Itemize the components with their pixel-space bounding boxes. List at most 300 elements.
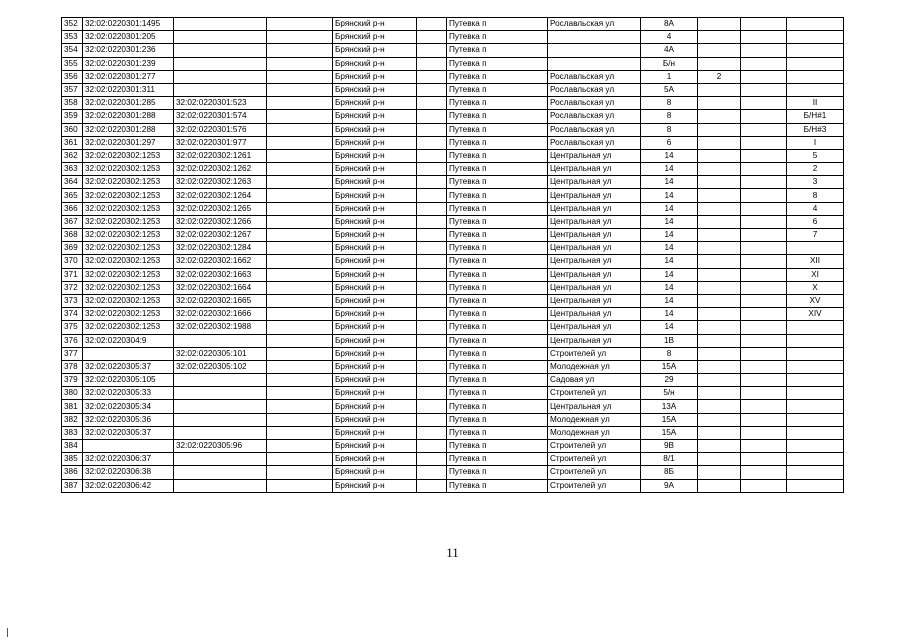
street-cell: Молодежная ул (548, 360, 641, 373)
empty-cell (267, 229, 333, 242)
empty-cell (417, 202, 447, 215)
table-row (62, 294, 844, 307)
empty-cell (417, 70, 447, 83)
block-cell (741, 176, 787, 189)
apartment-cell (787, 44, 844, 57)
row-number-cell: 354 (62, 44, 83, 57)
apartment-cell (787, 426, 844, 439)
house-number-cell: 14 (641, 176, 698, 189)
cadastral-number-cell: 32:02:0220302:1253 (83, 215, 174, 228)
empty-cell (267, 123, 333, 136)
row-number-cell: 363 (62, 163, 83, 176)
district-cell: Брянский р-н (333, 400, 417, 413)
building-cell (698, 453, 741, 466)
locality-cell: Путевка п (447, 83, 548, 96)
block-cell (741, 387, 787, 400)
table-row (62, 387, 844, 400)
row-number-cell: 355 (62, 57, 83, 70)
row-number-cell: 374 (62, 308, 83, 321)
row-number-cell: 372 (62, 281, 83, 294)
empty-cell (267, 57, 333, 70)
empty-cell (267, 466, 333, 479)
locality-cell: Путевка п (447, 176, 548, 189)
block-cell (741, 426, 787, 439)
apartment-cell: XIV (787, 308, 844, 321)
empty-cell (267, 347, 333, 360)
district-cell: Брянский р-н (333, 360, 417, 373)
house-number-cell: 5/н (641, 387, 698, 400)
house-number-cell: 14 (641, 255, 698, 268)
row-number-cell: 359 (62, 110, 83, 123)
row-number-cell: 357 (62, 83, 83, 96)
block-cell (741, 281, 787, 294)
related-cadastral-number-cell: 32:02:0220302:1266 (174, 215, 267, 228)
locality-cell: Путевка п (447, 294, 548, 307)
empty-cell (267, 44, 333, 57)
apartment-cell (787, 321, 844, 334)
empty-cell (267, 334, 333, 347)
table-row (62, 215, 844, 228)
block-cell (741, 294, 787, 307)
empty-cell (417, 281, 447, 294)
row-number-cell: 369 (62, 242, 83, 255)
empty-cell (267, 321, 333, 334)
house-number-cell: 14 (641, 229, 698, 242)
locality-cell: Путевка п (447, 242, 548, 255)
cadastral-number-cell: 32:02:0220302:1253 (83, 149, 174, 162)
house-number-cell: 15А (641, 413, 698, 426)
district-cell: Брянский р-н (333, 136, 417, 149)
related-cadastral-number-cell (174, 31, 267, 44)
locality-cell: Путевка п (447, 334, 548, 347)
block-cell (741, 215, 787, 228)
empty-cell (267, 374, 333, 387)
row-number-cell: 387 (62, 479, 83, 492)
street-cell: Садовая ул (548, 374, 641, 387)
locality-cell: Путевка п (447, 255, 548, 268)
related-cadastral-number-cell (174, 413, 267, 426)
locality-cell: Путевка п (447, 123, 548, 136)
related-cadastral-number-cell (174, 453, 267, 466)
house-number-cell: 8 (641, 97, 698, 110)
apartment-cell: XV (787, 294, 844, 307)
house-number-cell: 8/1 (641, 453, 698, 466)
building-cell (698, 57, 741, 70)
empty-cell (267, 387, 333, 400)
related-cadastral-number-cell: 32:02:0220302:1666 (174, 308, 267, 321)
row-number-cell: 381 (62, 400, 83, 413)
apartment-cell (787, 466, 844, 479)
table-row (62, 176, 844, 189)
block-cell (741, 360, 787, 373)
apartment-cell (787, 31, 844, 44)
street-cell: Центральная ул (548, 189, 641, 202)
empty-cell (267, 97, 333, 110)
district-cell: Брянский р-н (333, 202, 417, 215)
cadastral-number-cell: 32:02:0220306:42 (83, 479, 174, 492)
table-row (62, 123, 844, 136)
locality-cell: Путевка п (447, 387, 548, 400)
row-number-cell: 376 (62, 334, 83, 347)
block-cell (741, 374, 787, 387)
register-page (61, 17, 844, 493)
locality-cell: Путевка п (447, 400, 548, 413)
building-cell (698, 400, 741, 413)
cadastral-number-cell: 32:02:0220302:1253 (83, 229, 174, 242)
district-cell: Брянский р-н (333, 110, 417, 123)
apartment-cell: 2 (787, 163, 844, 176)
table-row (62, 255, 844, 268)
empty-cell (417, 229, 447, 242)
table-row (62, 149, 844, 162)
building-cell (698, 294, 741, 307)
row-number-cell: 367 (62, 215, 83, 228)
empty-cell (417, 321, 447, 334)
empty-cell (267, 215, 333, 228)
table-row (62, 189, 844, 202)
scan-artifact (7, 628, 8, 637)
apartment-cell (787, 334, 844, 347)
district-cell: Брянский р-н (333, 268, 417, 281)
cadastral-number-cell: 32:02:0220301:239 (83, 57, 174, 70)
row-number-cell: 375 (62, 321, 83, 334)
street-cell: Строителей ул (548, 466, 641, 479)
cadastral-number-cell: 32:02:0220301:288 (83, 110, 174, 123)
cadastral-number-cell: 32:02:0220302:1253 (83, 176, 174, 189)
empty-cell (417, 294, 447, 307)
related-cadastral-number-cell (174, 18, 267, 31)
apartment-cell: X (787, 281, 844, 294)
building-cell (698, 255, 741, 268)
apartment-cell (787, 242, 844, 255)
house-number-cell: 14 (641, 149, 698, 162)
cadastral-number-cell: 32:02:0220301:277 (83, 70, 174, 83)
street-cell: Центральная ул (548, 334, 641, 347)
block-cell (741, 453, 787, 466)
block-cell (741, 44, 787, 57)
apartment-cell (787, 347, 844, 360)
table-row (62, 440, 844, 453)
building-cell (698, 163, 741, 176)
empty-cell (267, 18, 333, 31)
street-cell: Центральная ул (548, 149, 641, 162)
locality-cell: Путевка п (447, 136, 548, 149)
related-cadastral-number-cell: 32:02:0220301:574 (174, 110, 267, 123)
block-cell (741, 413, 787, 426)
table-row (62, 308, 844, 321)
empty-cell (417, 334, 447, 347)
house-number-cell: 14 (641, 281, 698, 294)
table-row (62, 413, 844, 426)
empty-cell (417, 18, 447, 31)
street-cell (548, 44, 641, 57)
cadastral-number-cell: 32:02:0220301:297 (83, 136, 174, 149)
house-number-cell: 15А (641, 426, 698, 439)
district-cell: Брянский р-н (333, 242, 417, 255)
cadastral-number-cell: 32:02:0220301:311 (83, 83, 174, 96)
apartment-cell (787, 453, 844, 466)
empty-cell (417, 215, 447, 228)
district-cell: Брянский р-н (333, 189, 417, 202)
district-cell: Брянский р-н (333, 70, 417, 83)
related-cadastral-number-cell: 32:02:0220305:101 (174, 347, 267, 360)
apartment-cell: 5 (787, 149, 844, 162)
empty-cell (417, 149, 447, 162)
building-cell (698, 360, 741, 373)
table-row (62, 57, 844, 70)
district-cell: Брянский р-н (333, 466, 417, 479)
cadastral-number-cell: 32:02:0220302:1253 (83, 242, 174, 255)
district-cell: Брянский р-н (333, 215, 417, 228)
empty-cell (267, 176, 333, 189)
locality-cell: Путевка п (447, 426, 548, 439)
empty-cell (267, 308, 333, 321)
empty-cell (267, 268, 333, 281)
related-cadastral-number-cell: 32:02:0220302:1262 (174, 163, 267, 176)
table-row (62, 70, 844, 83)
related-cadastral-number-cell: 32:02:0220302:1265 (174, 202, 267, 215)
street-cell: Центральная ул (548, 308, 641, 321)
house-number-cell: Б/н (641, 57, 698, 70)
table-row (62, 347, 844, 360)
table-row (62, 44, 844, 57)
district-cell: Брянский р-н (333, 321, 417, 334)
empty-cell (417, 308, 447, 321)
building-cell (698, 308, 741, 321)
locality-cell: Путевка п (447, 453, 548, 466)
apartment-cell (787, 18, 844, 31)
empty-cell (417, 83, 447, 96)
block-cell (741, 163, 787, 176)
page-number: 11 (446, 545, 459, 560)
locality-cell: Путевка п (447, 281, 548, 294)
block-cell (741, 466, 787, 479)
empty-cell (267, 281, 333, 294)
house-number-cell: 6 (641, 136, 698, 149)
street-cell: Центральная ул (548, 215, 641, 228)
block-cell (741, 440, 787, 453)
district-cell: Брянский р-н (333, 123, 417, 136)
cadastral-number-cell: 32:02:0220305:37 (83, 360, 174, 373)
table-row (62, 360, 844, 373)
house-number-cell: 29 (641, 374, 698, 387)
street-cell (548, 31, 641, 44)
apartment-cell: 7 (787, 229, 844, 242)
locality-cell: Путевка п (447, 163, 548, 176)
district-cell: Брянский р-н (333, 308, 417, 321)
building-cell (698, 281, 741, 294)
district-cell: Брянский р-н (333, 229, 417, 242)
table-row (62, 229, 844, 242)
table-row (62, 479, 844, 492)
district-cell: Брянский р-н (333, 413, 417, 426)
row-number-cell: 378 (62, 360, 83, 373)
cadastral-number-cell: 32:02:0220306:37 (83, 453, 174, 466)
cadastral-number-cell: 32:02:0220305:37 (83, 426, 174, 439)
row-number-cell: 352 (62, 18, 83, 31)
building-cell: 2 (698, 70, 741, 83)
street-cell: Центральная ул (548, 255, 641, 268)
street-cell: Центральная ул (548, 400, 641, 413)
row-number-cell: 356 (62, 70, 83, 83)
building-cell (698, 123, 741, 136)
street-cell: Центральная ул (548, 281, 641, 294)
empty-cell (267, 255, 333, 268)
table-row (62, 163, 844, 176)
empty-cell (267, 149, 333, 162)
apartment-cell: I (787, 136, 844, 149)
street-cell: Строителей ул (548, 347, 641, 360)
district-cell: Брянский р-н (333, 453, 417, 466)
empty-cell (417, 110, 447, 123)
empty-cell (267, 294, 333, 307)
table-row (62, 374, 844, 387)
block-cell (741, 136, 787, 149)
building-cell (698, 466, 741, 479)
empty-cell (417, 189, 447, 202)
row-number-cell: 384 (62, 440, 83, 453)
cadastral-number-cell: 32:02:0220301:1495 (83, 18, 174, 31)
row-number-cell: 368 (62, 229, 83, 242)
locality-cell: Путевка п (447, 268, 548, 281)
street-cell: Центральная ул (548, 321, 641, 334)
district-cell: Брянский р-н (333, 18, 417, 31)
empty-cell (417, 387, 447, 400)
district-cell: Брянский р-н (333, 44, 417, 57)
street-cell: Строителей ул (548, 387, 641, 400)
apartment-cell (787, 360, 844, 373)
row-number-cell: 358 (62, 97, 83, 110)
related-cadastral-number-cell (174, 387, 267, 400)
empty-cell (267, 479, 333, 492)
related-cadastral-number-cell (174, 466, 267, 479)
cadastral-number-cell: 32:02:0220301:236 (83, 44, 174, 57)
district-cell: Брянский р-н (333, 83, 417, 96)
street-cell: Центральная ул (548, 242, 641, 255)
address-register-table (61, 17, 844, 493)
locality-cell: Путевка п (447, 110, 548, 123)
row-number-cell: 360 (62, 123, 83, 136)
empty-cell (417, 440, 447, 453)
apartment-cell (787, 57, 844, 70)
apartment-cell: 4 (787, 202, 844, 215)
empty-cell (417, 374, 447, 387)
block-cell (741, 242, 787, 255)
building-cell (698, 347, 741, 360)
building-cell (698, 136, 741, 149)
row-number-cell: 365 (62, 189, 83, 202)
empty-cell (417, 347, 447, 360)
street-cell: Рославльская ул (548, 136, 641, 149)
building-cell (698, 479, 741, 492)
street-cell: Центральная ул (548, 229, 641, 242)
locality-cell: Путевка п (447, 189, 548, 202)
building-cell (698, 18, 741, 31)
house-number-cell: 14 (641, 242, 698, 255)
block-cell (741, 400, 787, 413)
row-number-cell: 353 (62, 31, 83, 44)
table-row (62, 268, 844, 281)
empty-cell (267, 31, 333, 44)
cadastral-number-cell: 32:02:0220306:38 (83, 466, 174, 479)
district-cell: Брянский р-н (333, 255, 417, 268)
empty-cell (417, 268, 447, 281)
building-cell (698, 321, 741, 334)
related-cadastral-number-cell: 32:02:0220302:1261 (174, 149, 267, 162)
table-row (62, 334, 844, 347)
table-row (62, 97, 844, 110)
table-row (62, 466, 844, 479)
cadastral-number-cell: 32:02:0220305:105 (83, 374, 174, 387)
locality-cell: Путевка п (447, 479, 548, 492)
empty-cell (417, 31, 447, 44)
table-row (62, 202, 844, 215)
cadastral-number-cell: 32:02:0220302:1253 (83, 308, 174, 321)
related-cadastral-number-cell: 32:02:0220301:523 (174, 97, 267, 110)
related-cadastral-number-cell (174, 70, 267, 83)
block-cell (741, 229, 787, 242)
empty-cell (267, 163, 333, 176)
block-cell (741, 268, 787, 281)
district-cell: Брянский р-н (333, 374, 417, 387)
block-cell (741, 70, 787, 83)
locality-cell: Путевка п (447, 321, 548, 334)
cadastral-number-cell: 32:02:0220305:33 (83, 387, 174, 400)
related-cadastral-number-cell: 32:02:0220302:1662 (174, 255, 267, 268)
street-cell: Рославльская ул (548, 83, 641, 96)
district-cell: Брянский р-н (333, 294, 417, 307)
apartment-cell (787, 387, 844, 400)
cadastral-number-cell (83, 440, 174, 453)
building-cell (698, 334, 741, 347)
row-number-cell: 382 (62, 413, 83, 426)
locality-cell: Путевка п (447, 149, 548, 162)
block-cell (741, 334, 787, 347)
related-cadastral-number-cell: 32:02:0220302:1663 (174, 268, 267, 281)
street-cell: Молодежная ул (548, 413, 641, 426)
locality-cell: Путевка п (447, 229, 548, 242)
row-number-cell: 380 (62, 387, 83, 400)
block-cell (741, 31, 787, 44)
building-cell (698, 215, 741, 228)
empty-cell (267, 426, 333, 439)
row-number-cell: 366 (62, 202, 83, 215)
house-number-cell: 9А (641, 479, 698, 492)
district-cell: Брянский р-н (333, 163, 417, 176)
row-number-cell: 371 (62, 268, 83, 281)
block-cell (741, 57, 787, 70)
empty-cell (417, 136, 447, 149)
empty-cell (267, 400, 333, 413)
apartment-cell: Б/Н#3 (787, 123, 844, 136)
apartment-cell (787, 413, 844, 426)
table-body (62, 18, 844, 493)
related-cadastral-number-cell: 32:02:0220305:96 (174, 440, 267, 453)
cadastral-number-cell: 32:02:0220301:205 (83, 31, 174, 44)
empty-cell (417, 44, 447, 57)
empty-cell (417, 466, 447, 479)
street-cell: Центральная ул (548, 294, 641, 307)
house-number-cell: 9В (641, 440, 698, 453)
house-number-cell: 8 (641, 123, 698, 136)
related-cadastral-number-cell: 32:02:0220302:1267 (174, 229, 267, 242)
district-cell: Брянский р-н (333, 281, 417, 294)
street-cell: Молодежная ул (548, 426, 641, 439)
empty-cell (267, 242, 333, 255)
building-cell (698, 387, 741, 400)
street-cell: Центральная ул (548, 176, 641, 189)
street-cell: Центральная ул (548, 163, 641, 176)
